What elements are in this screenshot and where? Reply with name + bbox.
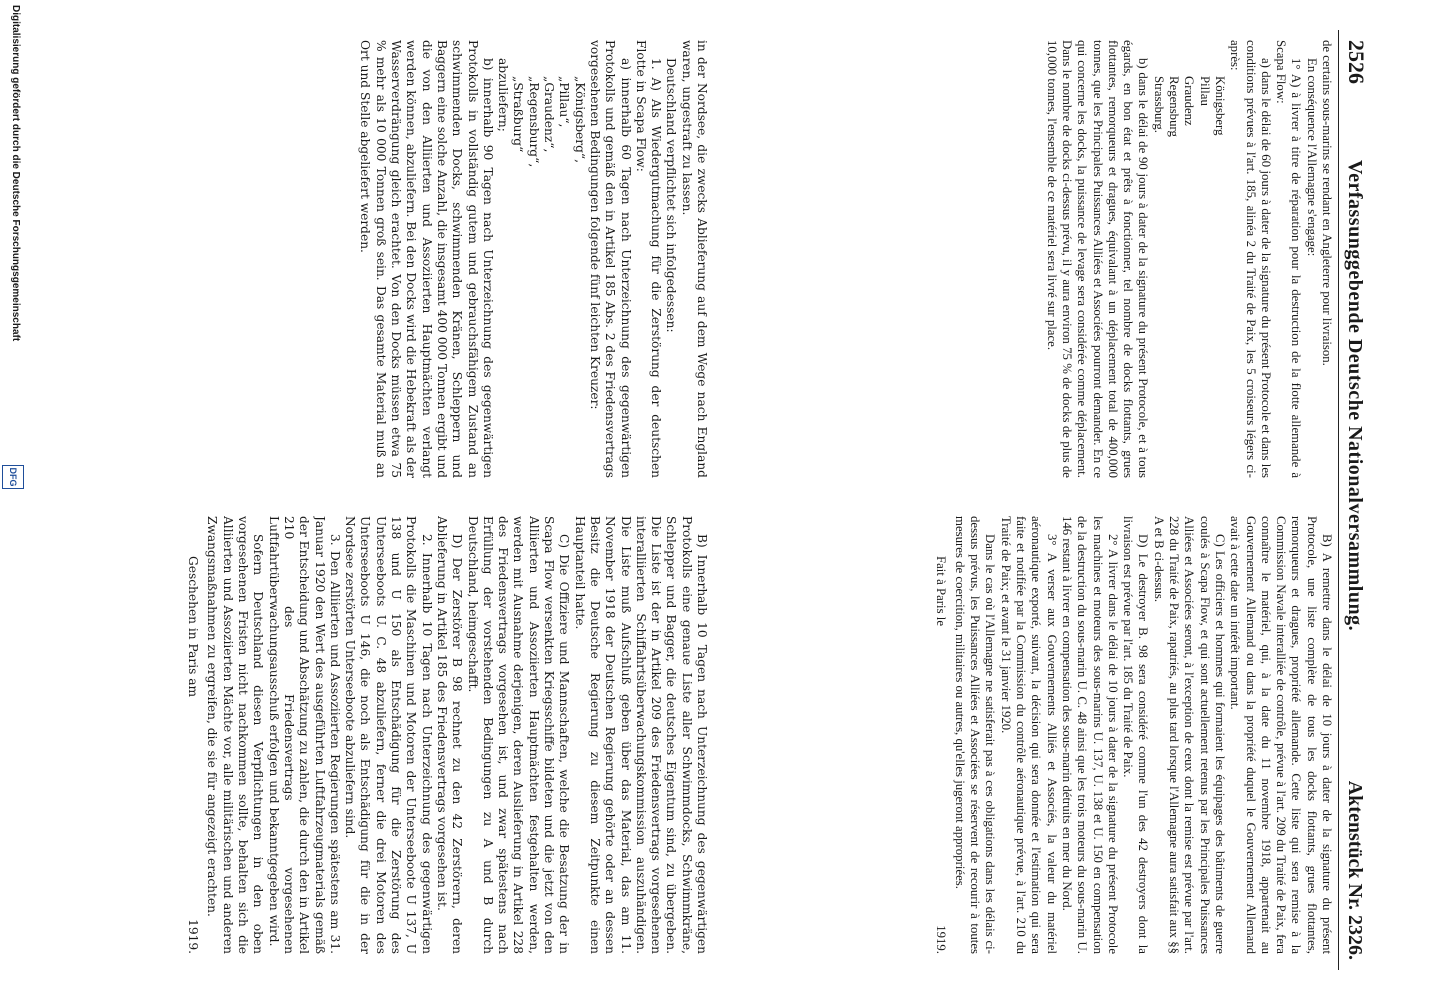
dfg-logo: DFG — [2, 465, 24, 489]
paragraph: En conséquence l'Allemagne s'engage: — [1304, 58, 1319, 257]
paragraph: 1. A) Als Wiedergutmachung für die Zerstörung der deutschen Flotte in Scapa Flow: — [633, 40, 664, 478]
signature-line — [185, 516, 200, 954]
paragraph: Dans le cas où l'Allemagne ne satisferait pas à ces obligations dans les délais ci-dessus prévus, les Puissances Alliées et Associées se réservent de recourir à toutes mesures de coercition, militaires ou autres, qu'elles jugeront appropriées. — [952, 516, 998, 954]
signature-year: 1919. — [933, 925, 948, 954]
ship-name: Pillau — [1197, 76, 1212, 106]
ship-name: Strassburg. — [1151, 76, 1166, 133]
german-text-section — [109, 40, 709, 960]
paragraph: Deutschland verpflichtet sich infolgedessen: — [664, 58, 679, 333]
german-right-column — [109, 516, 709, 954]
ship-name: „Königsberg“, — [572, 76, 587, 163]
paragraph: Sofern Deutschland diesen Verpflichtungen in den oben vorgesehenen Fristen nicht nachkommen sollte, behalten sich die Alliierten und Assoziierten Mächte vor, alle militärischen und anderen Zwangsmaßnahmen zu ergreifen, die sie für angezeigt erachten. — [205, 516, 266, 954]
paragraph: de certains sous-marins se rendant en Angleterre pour livraison. — [1320, 40, 1334, 366]
paragraph: in der Nordsee, die zwecks Ablieferung auf dem Wege nach England waren, ungestraft zu lassen. — [679, 40, 709, 478]
signature-place: Geschehen in Paris am — [186, 556, 201, 698]
paragraph: a) dans le délai de 60 jours à dater de la signature du présent Protocole et dans les conditions prévues à l'art. 185, alinéa 2 du Traité de Paix, les 5 croiseurs légers ci-après: — [1228, 40, 1273, 478]
digitization-footer — [2, 0, 24, 1000]
footer-text: Digitalisierung gefördert durch die Deutsche Forschungsgemeinschaft — [10, 5, 21, 342]
french-text-section — [734, 40, 1334, 960]
paragraph: 2° A livrer dans le délai de 10 jours à dater de la signature du présent Protocole les machines et moteurs des sous-marins U. 137, U. 138 et U. 150 en compensation de la destruction du sous-marin U. C. 48 ainsi que les trois moteurs du sous-marin U. 146 restant à livrer en compensation des sous-marin détruits en mer du Nord. — [1059, 516, 1120, 954]
page-number: 2526 — [1344, 40, 1369, 84]
ship-name: „Graudenz“, — [542, 76, 557, 153]
ship-name: Königsberg — [1212, 76, 1227, 136]
paragraph: B) A remettre dans le délai de 10 jours à dater de la signature du présent Protocole, une liste complète de tous les docks flottants, grues flottantes, remorqueurs et dragues, propriété allemande. Cette liste qui sera remise à la Commission Navale interalliée de contrôle, prévue à l'art. 209 du Traité de Paix, fera connaître le matériel, qui, à la date du 11 novembre 1918, appartenait au Gouvernement Allemand ou dans la propriété duquel le Gouvernement Allemand avait à cette date un intérêt important. — [1228, 516, 1334, 954]
page-title: Verfassunggebende Deutsche Nationalversammlung. — [1344, 160, 1366, 632]
page-header — [1338, 30, 1379, 970]
ship-name: Graudenz — [1182, 76, 1197, 126]
ship-name: „Pillau“, — [557, 76, 572, 128]
german-left-column — [109, 40, 709, 478]
paragraph: 3. Den Alliierten und Assoziierten Regierungen spätestens am 31. Januar 1920 den Wert des ausgeführten Luftfahrzeugmaterials gemäß der Entscheidung und Abschätzung zu zahlen, die durch den in Artikel 210 des Friedensvertrags vorgesehenen Luftfahrtüberwachungsausschuß erfolgen und bekanntgegeben wird. — [266, 516, 342, 954]
document-number: Aktenstück Nr. 2326. — [1344, 780, 1366, 960]
french-left-column — [734, 40, 1334, 478]
paragraph: 1° A) à livrer à titre de réparation pour la destruction de la flotte allemande à Scapa Flow: — [1274, 40, 1304, 478]
paragraph: D) Le destroyer B. 98 sera considéré comme l'un des 42 destroyers dont la livraison est prévue par l'art. 185 du Traité de Paix. — [1121, 516, 1151, 954]
ship-name: „Straßburg“ — [511, 76, 526, 153]
paragraph: B) Innerhalb 10 Tagen nach Unterzeichnung des gegenwärtigen Protokolls eine genaue Liste aller Schwimmdocks, Schwimmkräne, Schlepper und Bagger, die deutsches Eigentum sind, zu übergeben. Die Liste ist der in Artikel 209 des Friedensvertrags vorgesehenen interalliierten Schiffahrtsüberwachungskommission auszuhändigen. Die Liste muß Aufschluß geben über das Material, das am 11. November 1918 der Deutschen Regierung gehörte oder an dessen Besitz die Deutsche Regierung zu diesem Zeitpunkte einen Hauptanteil hatte. — [572, 516, 709, 954]
signature-place: Fait à Paris le — [933, 556, 948, 627]
paragraph: 3° A verser aux Gouvernements Alliés et Associés, la valeur du matériel aéronautique exporté, suivant, la décision qui sera donnée et l'estimation qui sera faite et notifiée par la Commission du contrôle aéronautique prévue, à l'art. 210 du Traité de Paix; et avant le 31 janvier 1920. — [998, 516, 1059, 954]
paragraph: abzuliefern; — [496, 58, 511, 132]
paragraph: D) Der Zerstörer B 98 rechnet zu den 42 Zerstörern, deren Ablieferung in Artikel 185 des Friedensvertrags vorgesehen ist. — [434, 516, 465, 954]
paragraph: a) innerhalb 60 Tagen nach Unterzeichnung des gegenwärtigen Protokolls und gemäß den in Artikel 185 Abs. 2 des Friedensvertrags vorgesehenen Bedingungen folgende fünf leichten Kreuzer: — [587, 40, 633, 478]
paragraph: b) dans le délai de 90 jours à dater de la signature du présent Protocole, et à tous égards, en bon état et prêts à fonctionner, tel nombre de docks flottants, grues flottantes, remorqueurs et dragues, équivalant à un déplacement total de 400,000 tonnes, que les Principales Puissances Alliées et Associées pourront demander. En ce qui concerne les docks, la puissance de levage sera considérée comme déplacement. Dans le nombre de docks ci-dessus prévu, il y aura environ 75 % de docks de plus de 10,000 tonnes, l'ensemble de ce matériel sera livré sur place. — [1044, 40, 1151, 478]
paragraph: C) Die Offiziere und Mannschaften, welche die Besatzung der in Scapa Flow versenkten Kriegsschiffe bildeten und die jetzt von den Alliierten und Assoziierten Hauptmächten festgehalten werden, werden mit Ausnahme derjenigen, deren Auslieferung in Artikel 228 des Friedensvertrags vorgesehen ist, und zwar spätestens nach Erfüllung der vorstehenden Bedingungen zu A und B durch Deutschland, heimgeschafft. — [465, 516, 572, 954]
signature-year: 1919. — [186, 919, 201, 954]
paragraph: 2. Innerhalb 10 Tagen nach Unterzeichnung des gegenwärtigen Protokolls die Maschinen und Motoren der Unterseeboote U 137, U 138 und U 150 als Entschädigung für die Zerstörung des Unterseeboots U. C. 48 abzuliefern, ferner die drei Motoren des Unterseeboots U 146, die noch als Entschädigung für die in der Nordsee zerstörten Unterseeboote abzuliefern sind. — [343, 516, 434, 954]
signature-line — [932, 516, 947, 954]
paragraph: b) innerhalb 90 Tagen nach Unterzeichnung des gegenwärtigen Protokolls in vollständig gutem und gebrauchsfähigem Zustand an schwimmenden Docks, schwimmenden Kränen, Schleppern und Baggern eine solche Anzahl, die insgesamt 400 000 Tonnen ergibt und die von den Alliierten und Assoziierten Hauptmächten verlangt werden können, abzuliefern. Bei den Docks wird die Hebekraft als der Wasserverdrängung gleich erachtet. Von den Docks müssen etwa 75 % mehr als 10 000 Tonnen groß sein. Das gesamte Material muß an Ort und Stelle abgeliefert werden. — [358, 40, 495, 478]
ship-name: Regensburg — [1167, 76, 1182, 137]
paragraph: C) Les officiers et hommes qui formaient les équipages des bâtiments de guerre coulés à Scapa Flow, et qui sont actuellement retenus par les Principales Puissances Alliées et Associées seront, à l'exception de ceux dont la remise est prévue par l'art. 228 du Traité de Paix, rapatriés, au plus tard lorsque l'Allemagne aura satisfait aux §§ A et B ci-dessus. — [1151, 516, 1227, 954]
ship-name: „Regensburg“, — [526, 76, 541, 168]
french-right-column — [734, 516, 1334, 954]
